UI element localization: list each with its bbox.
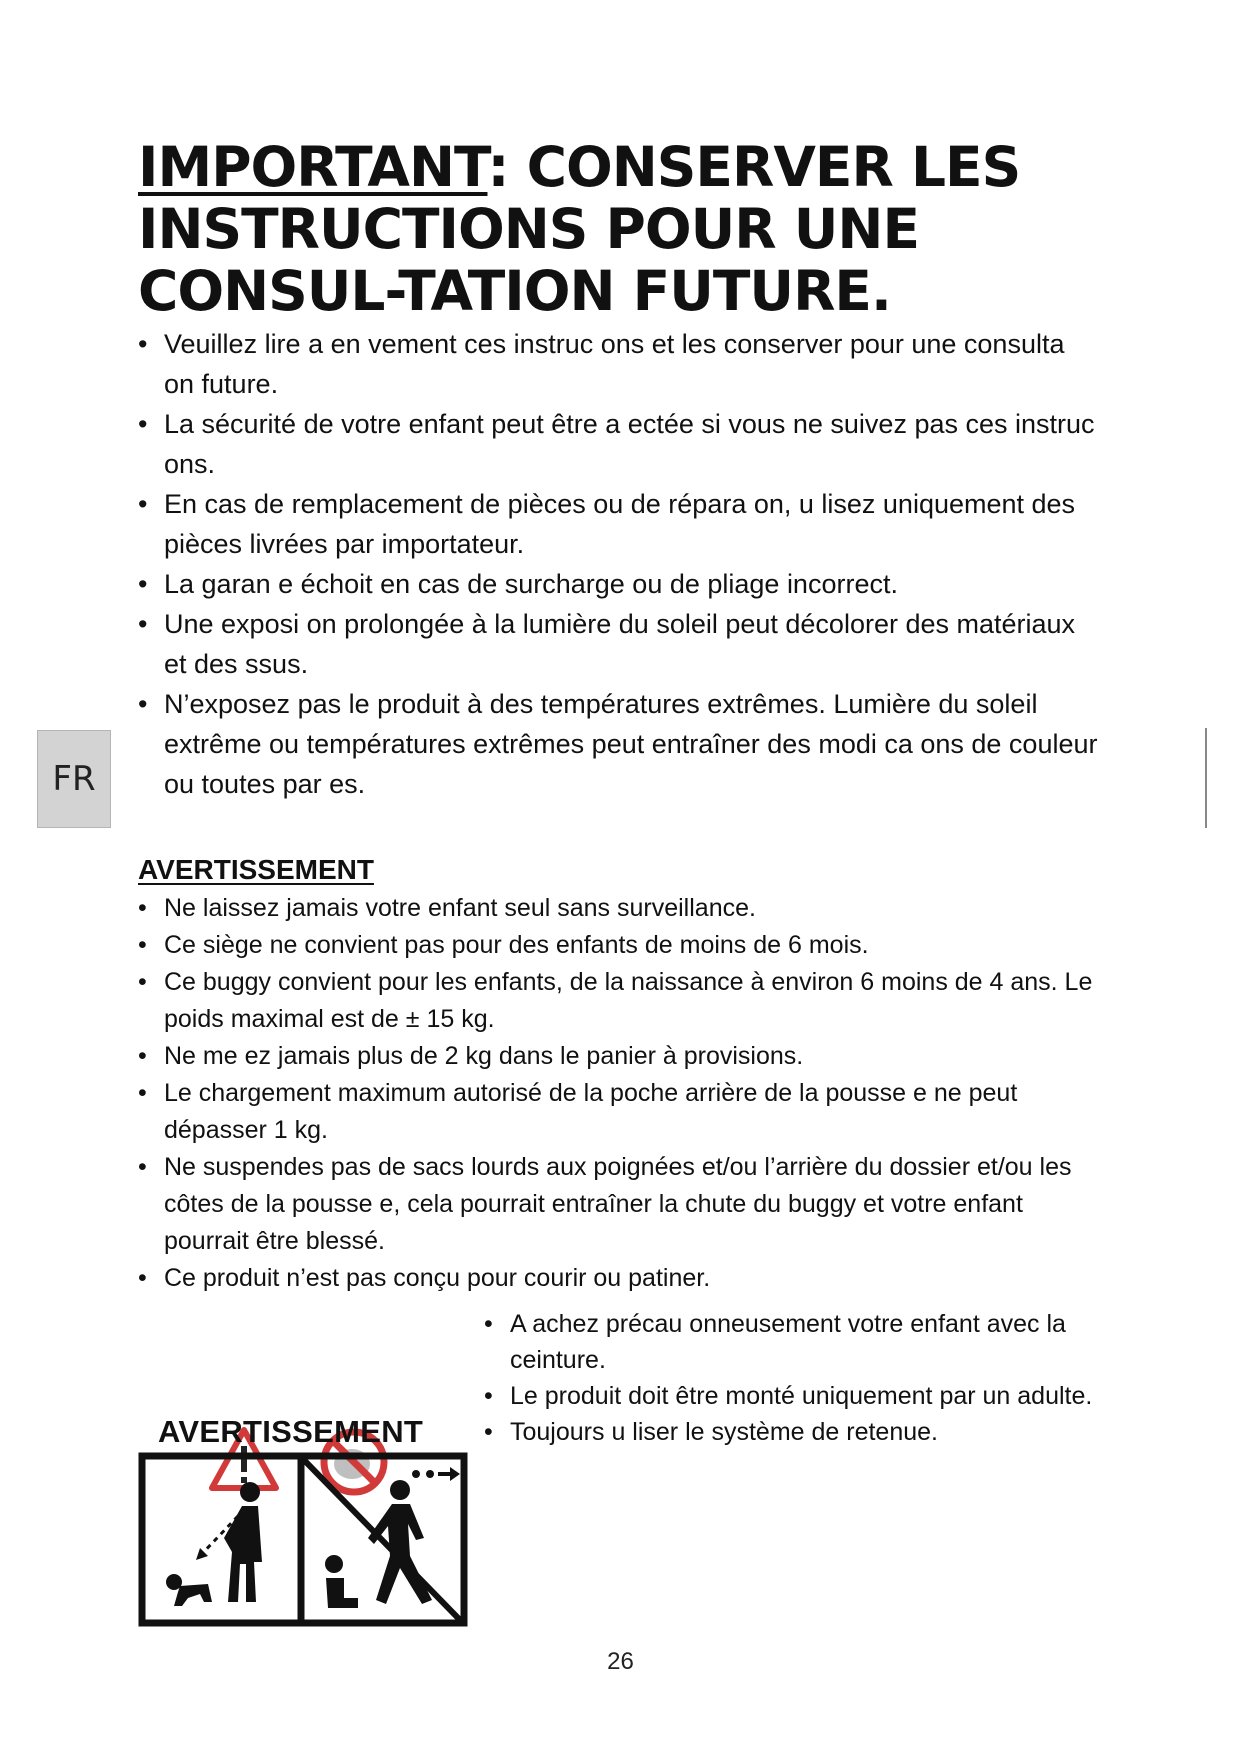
list-item: • Le chargement maximum autorisé de la poche arrière de la pousse e ne peut dépasser 1 kg.	[138, 1075, 1098, 1149]
title-rest: CONSERVER LES INSTRUCTIONS POUR UNE CONSUL-TATION FUTURE.	[138, 135, 1021, 323]
list-item: • Ne laissez jamais votre enfant seul sans surveillance.	[138, 890, 1098, 927]
list-item: • Ce buggy convient pour les enfants, de la naissance à environ 6 moins de 4 ans. Le poids maximal est de ± 15 kg.	[138, 964, 1098, 1038]
warning-heading: AVERTISSEMENT	[138, 854, 374, 885]
list-item: • Ne suspendes pas de sacs lourds aux poignées et/ou l’arrière du dossier et/ou les côtes de la pousse e, cela pourrait entraîner la chute du buggy et votre enfant pourrait être blessé.	[138, 1149, 1098, 1260]
list-item: • N’exposez pas le produit à des températures extrêmes. Lumière du soleil extrême ou températures extrêmes peut entraîner des modi ca ons de couleur ou toutes par es.	[138, 684, 1098, 804]
list-item: • A achez précau onneusement votre enfant avec la ceinture.	[484, 1306, 1104, 1378]
list-item: • Ce siège ne convient pas pour des enfants de moins de 6 mois.	[138, 927, 1098, 964]
list-item: • Ne me ez jamais plus de 2 kg dans le panier à provisions.	[138, 1038, 1098, 1075]
warning-side-list	[484, 1306, 1104, 1450]
list-item: • Toujours u liser le système de retenue.	[484, 1414, 1104, 1450]
list-item: • La garan e échoit en cas de surcharge ou de pliage incorrect.	[138, 564, 1098, 604]
page-title	[138, 136, 1118, 322]
page-number: 26	[607, 1648, 634, 1675]
warning-list	[138, 890, 1098, 1297]
unattended-child-pictogram	[138, 1452, 468, 1627]
title-colon: :	[487, 135, 509, 199]
list-item: • Veuillez lire a en vement ces instruc ons et les conserver pour une consulta on future.	[138, 324, 1098, 404]
list-item: • Le produit doit être monté uniquement par un adulte.	[484, 1378, 1104, 1414]
title-important: IMPORTANT	[138, 135, 488, 199]
graphic-warning-label: AVERTISSEMENT	[158, 1414, 424, 1449]
list-item: • En cas de remplacement de pièces ou de répara on, u lisez uniquement des pièces livrées par importateur.	[138, 484, 1098, 564]
language-tab: FR	[37, 730, 111, 828]
page-edge-line	[1205, 728, 1207, 828]
list-item: • Une exposi on prolongée à la lumière du soleil peut décolorer des matériaux et des ssus.	[138, 604, 1098, 684]
important-list	[138, 324, 1098, 804]
list-item: • Ce produit n’est pas conçu pour courir ou patiner.	[138, 1260, 1098, 1297]
list-item: • La sécurité de votre enfant peut être a ectée si vous ne suivez pas ces instruc ons.	[138, 404, 1098, 484]
